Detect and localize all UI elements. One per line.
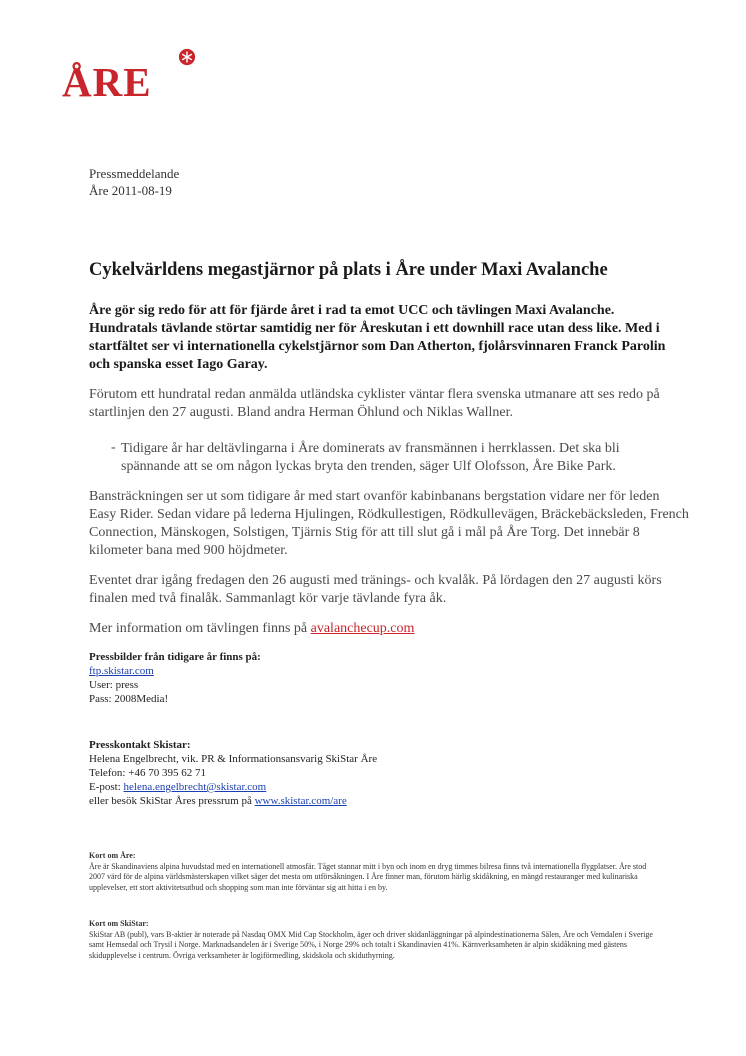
quote-dash: - [111, 440, 116, 455]
body-paragraph-4 [89, 620, 689, 638]
quote-paragraph: Tidigare år har deltävlingarna i Åre dominerats av fransmännen i herrklassen. Det ska bli spännande att se om någon lyckas bryta den trenden, säger Ulf Olofsson, Åre Bike Park. [121, 441, 620, 474]
document-date: Åre 2011-08-19 [89, 183, 172, 198]
avalanchecup-link[interactable]: avalanchecup.com [310, 621, 415, 636]
press-images-heading: Pressbilder från tidigare år finns på: [89, 651, 261, 663]
contact-email-link[interactable]: helena.engelbrecht@skistar.com [123, 781, 267, 793]
about-skistar-heading: Kort om SkiStar: [89, 919, 149, 928]
lead-paragraph: Åre gör sig redo för att för fjärde året i rad ta emot UCC och tävlingen Maxi Avalanche. Hundratals tävlande störtar samtidig ner för Åreskutan i ett downhill race utan dess like. Med i startfältet ser vi internationella cykelstjärnor som Dan Atherton, fjolårsvinnaren Franck Parolin och spanska esset Iago Garay. [89, 303, 666, 372]
body-paragraph-1: Förutom ett hundratal redan anmälda utländska cyklister väntar flera svenska utmanare att ses redo på startlinjen den 27 augusti. Bland andra Herman Öhlund och Niklas Wallner. [89, 387, 660, 420]
contact-heading: Presskontakt Skistar: [89, 739, 191, 751]
about-skistar-text: SkiStar AB (publ), vars B-aktier är noterade på Nasdaq OMX Mid Cap Stockholm, äger och driver skidanläggningar på alpindestinationerna Sälen, Åre och Vemdalen i Sverige samt Hemsedal och Trysil i Norge. Marknadsandelen är i Sverige 50%, i Norge 29% och totalt i Skandinavien 41%. Kärnverksamheten är alpin skidåkning med gästens skidupplevelse i centrum. Övriga verksamheter är logiförmedling, skidskola och skiduthyrning. [89, 929, 653, 960]
body-paragraph-2: Bansträckningen ser ut som tidigare år med start ovanför kabinbanans bergstation vidare ner för leden Easy Rider. Sedan vidare på lederna Hjulingen, Rödkullestigen, Rödkullevägen, Bräckebäcksleden, French Connection, Mänskogen, Solstigen, Tjärnis Stig för att till slut gå i mål på Åre Torg. Det innebär 8 kilometer bana med 900 höjdmeter. [89, 489, 689, 558]
about-are-heading: Kort om Åre: [89, 851, 136, 860]
ftp-user: User: press [89, 679, 139, 691]
document-meta [89, 165, 179, 199]
about-are-section [89, 851, 659, 893]
body-paragraph-3: Eventet drar igång fredagen den 26 augusti med tränings- och kvalåk. På lördagen den 27 augusti körs finalen med två finalåk. Sammanlagt kör varje tävlande fyra åk. [89, 573, 662, 606]
document-type: Pressmeddelande [89, 166, 180, 181]
ftp-link[interactable]: ftp.skistar.com [89, 665, 154, 677]
contact-visit-text: eller besök SkiStar Åres pressrum på [89, 795, 255, 807]
contact-email-label: E-post: [89, 781, 124, 793]
more-info-text: Mer information om tävlingen finns på [89, 621, 311, 636]
page-title: Cykelvärldens megastjärnor på plats i Åre under Maxi Avalanche [89, 260, 608, 280]
press-contact-section [89, 738, 377, 808]
about-skistar-section [89, 919, 659, 961]
about-are-text: Åre är Skandinaviens alpina huvudstad med en internationell atmosfär. Tåget stannar mitt i byn och inom en dryg timmes bilresa finns två internationella flygplatser. Åre stod 2007 värd för de alpina världsmästerskapen vilket säger det mesta om utförsåkningen. I Åre finner man, förutom härlig skidåkning, en mängd restauranger med kulinariska upplevelser, ett stort aktivitetsutbud och shopping som man inte förväntar sig att hitta i en by. [89, 861, 647, 892]
snowflake-icon [178, 48, 196, 66]
ftp-pass: Pass: 2008Media! [89, 693, 169, 705]
contact-name: Helena Engelbrecht, vik. PR & Informationsansvarig SkiStar Åre [89, 753, 378, 765]
contact-phone: Telefon: +46 70 395 62 71 [89, 767, 206, 779]
press-images-section [89, 650, 261, 706]
are-logo: ÅRE [62, 59, 152, 105]
pressroom-link[interactable]: www.skistar.com/are [254, 795, 347, 807]
